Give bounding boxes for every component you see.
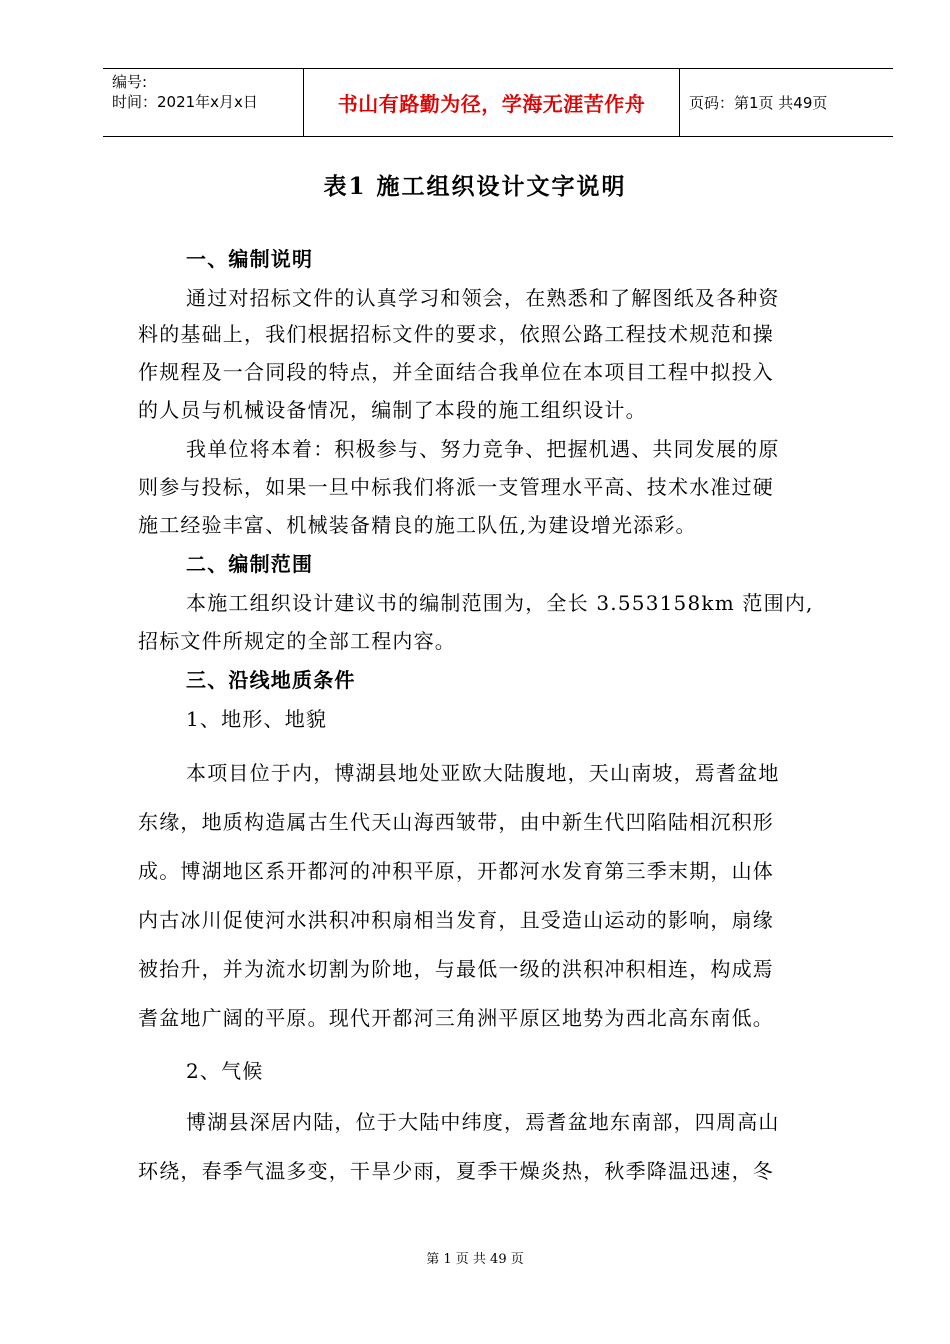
paragraph-line: 施工经验丰富、机械装备精良的施工队伍,为建设增光添彩。 [138, 513, 697, 537]
header-page-cell [680, 69, 893, 136]
page-info: 页码：第1页 共49页 [689, 94, 828, 112]
paragraph-line: 成。博湖地区系开都河的冲积平原，开都河水发育第三季末期，山体 [138, 859, 774, 883]
subsection-heading: 2、气候 [186, 1059, 264, 1083]
paragraph-line: 博湖县深居内陆，位于大陆中纬度，焉耆盆地东南部，四周高山 [186, 1110, 780, 1134]
paragraph-line: 本项目位于内，博湖县地处亚欧大陆腹地，天山南坡，焉耆盆地 [186, 761, 780, 785]
paragraph-line: 本施工组织设计建议书的编制范围为，全长 3.553158km 范围内, [186, 591, 814, 615]
paragraph-line: 东缘，地质构造属古生代天山海西皱带，由中新生代凹陷陆相沉积形 [138, 810, 774, 834]
paragraph-line: 环绕，春季气温多变，干旱少雨，夏季干燥炎热，秋季降温迅速，冬 [138, 1159, 774, 1183]
paragraph-line: 的人员与机械设备情况，编制了本段的施工组织设计。 [138, 398, 647, 422]
document-header [103, 68, 893, 137]
section-heading-3: 三、沿线地质条件 [186, 668, 356, 692]
paragraph-line: 我单位将本着：积极参与、努力竞争、把握机遇、共同发展的原 [186, 437, 780, 461]
paragraph-line: 内古冰川促使河水洪积冲积扇相当发育，且受造山运动的影响，扇缘 [138, 908, 774, 932]
time-label: 时间：2021年x月x日 [112, 93, 258, 111]
header-slogan-cell [304, 69, 680, 136]
page-title: 表1 施工组织设计文字说明 [323, 173, 627, 200]
subsection-heading: 1、地形、地貌 [186, 707, 328, 731]
paragraph-line: 则参与投标，如果一旦中标我们将派一支管理水平高、技术水准过硬 [138, 475, 774, 499]
slogan: 书山有路勤为径，学海无涯苦作舟 [337, 92, 646, 116]
paragraph-line: 作规程及一合同段的特点，并全面结合我单位在本项目工程中拟投入 [138, 360, 774, 384]
paragraph-line: 料的基础上，我们根据招标文件的要求，依照公路工程技术规范和操 [138, 322, 774, 346]
paragraph-line: 招标文件所规定的全部工程内容。 [138, 629, 456, 653]
paragraph-line: 通过对招标文件的认真学习和领会，在熟悉和了解图纸及各种资 [186, 286, 780, 310]
header-meta-cell [103, 69, 304, 136]
page-footer: 第 1 页 共 49 页 [426, 1252, 524, 1267]
section-heading-1: 一、编制说明 [186, 247, 314, 271]
number-label: 编号: [112, 73, 148, 91]
paragraph-line: 被抬升，并为流水切割为阶地，与最低一级的洪积冲积相连，构成焉 [138, 957, 774, 981]
paragraph-line: 耆盆地广阔的平原。现代开都河三角洲平原区地势为西北高东南低。 [138, 1006, 774, 1030]
section-heading-2: 二、编制范围 [186, 552, 314, 576]
